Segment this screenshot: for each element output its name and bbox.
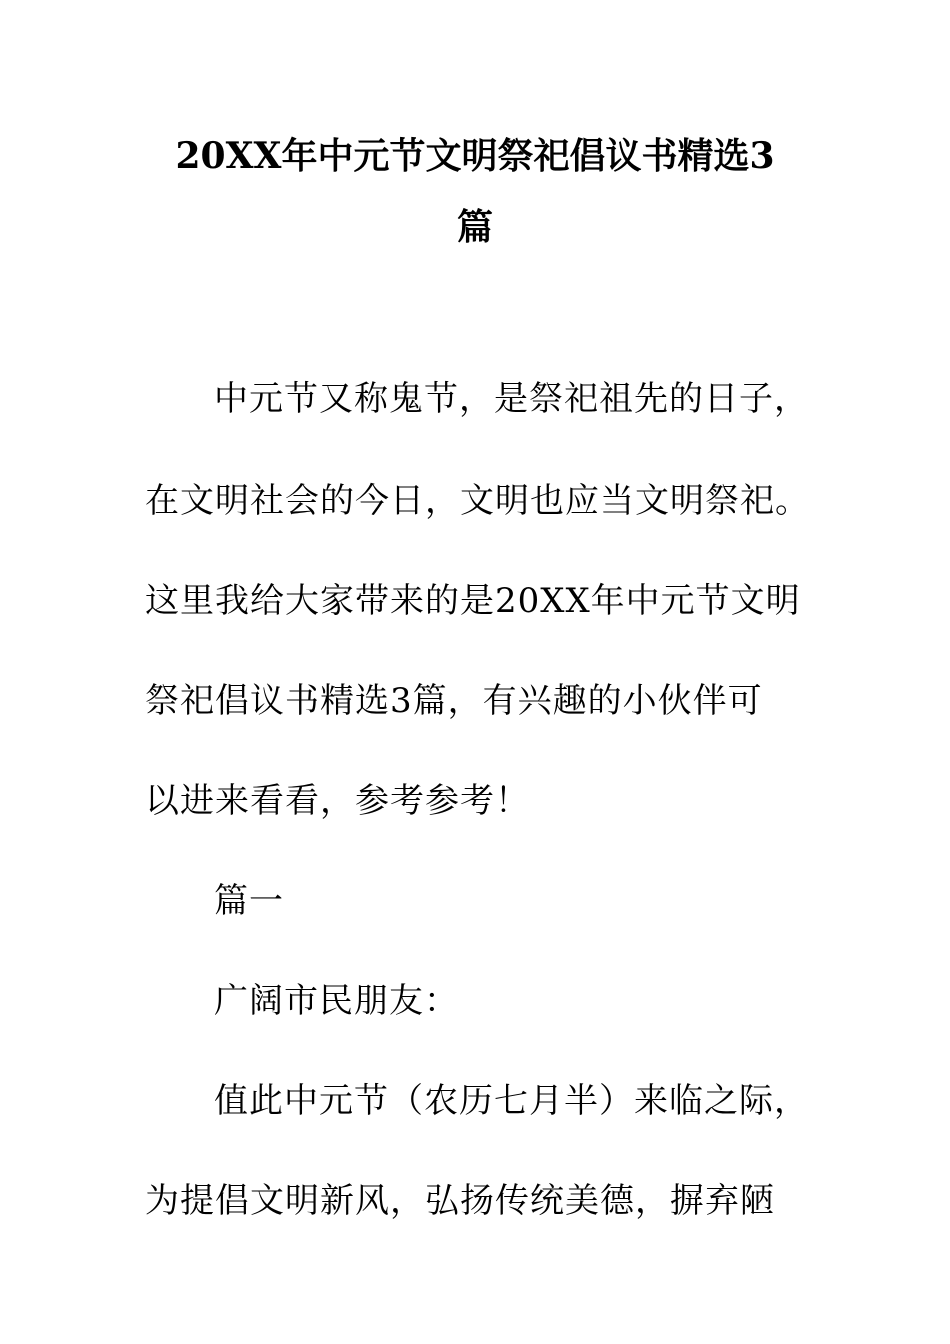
- body-line: 祭祀倡议书精选3篇，有兴趣的小伙伴可: [145, 681, 763, 721]
- body-line: 为提倡文明新风，弘扬传统美德，摒弃陋: [145, 1181, 775, 1221]
- body-line: 在文明社会的今日，文明也应当文明祭祀。: [145, 481, 810, 521]
- body-line: 中元节又称鬼节，是祭祀祖先的日子，: [214, 379, 809, 419]
- section-heading: 篇一: [214, 881, 284, 921]
- document-title: 20XX年中元节文明祭祀倡议书精选3: [175, 135, 775, 177]
- body-line: 这里我给大家带来的是20XX年中元节文明: [145, 581, 801, 621]
- document-title-continued: 篇: [456, 206, 493, 248]
- salutation: 广阔市民朋友：: [214, 981, 459, 1021]
- body-line: 以进来看看，参考参考！: [145, 781, 530, 821]
- body-line: 值此中元节（农历七月半）来临之际，: [214, 1081, 809, 1121]
